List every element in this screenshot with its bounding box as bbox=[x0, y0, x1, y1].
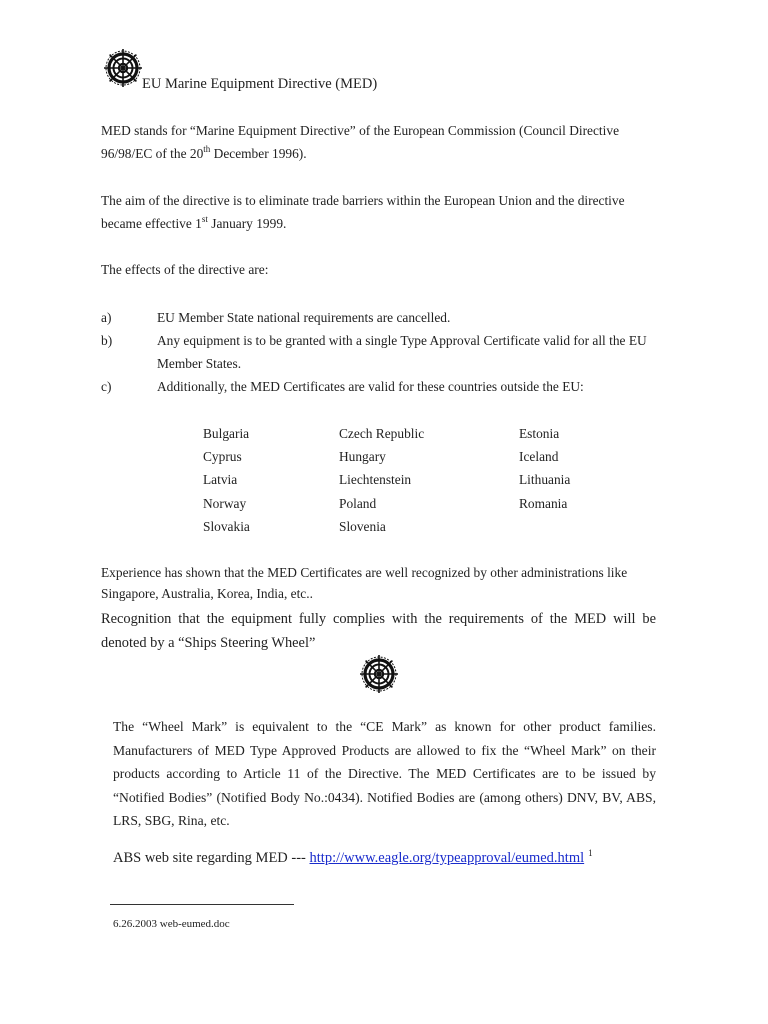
country-cell: Iceland bbox=[519, 449, 559, 465]
country-cell: Romania bbox=[519, 495, 568, 511]
country-cell: Estonia bbox=[519, 426, 560, 441]
paragraph-line bbox=[101, 142, 656, 165]
superscript: st bbox=[201, 214, 208, 224]
country-cell: Norway bbox=[203, 495, 247, 511]
text-run: became effective 1 bbox=[101, 216, 202, 231]
paragraph-line bbox=[101, 212, 656, 235]
country-cell: Poland bbox=[339, 495, 377, 511]
superscript: th bbox=[203, 144, 211, 154]
abs-website-link[interactable]: http://www.eagle.org/typeapproval/eumed.html bbox=[309, 850, 585, 866]
paragraph-med-definition bbox=[101, 119, 656, 165]
paragraph-line: Singapore, Australia, Korea, India, etc.. bbox=[101, 586, 313, 601]
list-item bbox=[101, 375, 656, 398]
abs-website-line bbox=[113, 850, 593, 867]
country-cell: Hungary bbox=[339, 449, 386, 465]
document-title: EU Marine Equipment Directive (MED) bbox=[142, 76, 378, 92]
list-item bbox=[101, 306, 656, 329]
text-run: 96/98/EC of the 20 bbox=[101, 146, 204, 161]
ships-wheel-icon bbox=[359, 654, 399, 694]
list-marker: a) bbox=[101, 310, 112, 325]
paragraph-line: Experience has shown that the MED Certificates are well recognized by other administrations like bbox=[101, 565, 628, 580]
country-cell: Slovenia bbox=[339, 518, 386, 534]
ships-wheel-icon bbox=[103, 48, 143, 88]
country-cell: Latvia bbox=[203, 472, 238, 488]
list-item-text: Any equipment is to be granted with a single Type Approval Certificate valid for all the EU Member States. bbox=[157, 333, 647, 371]
document-footer: 6.26.2003 web-eumed.doc bbox=[113, 918, 230, 930]
footnote-separator bbox=[110, 904, 294, 905]
list-item-text: EU Member State national requirements are cancelled. bbox=[157, 310, 451, 325]
footnote-marker: 1 bbox=[588, 848, 593, 858]
country-cell: Czech Republic bbox=[339, 426, 425, 441]
country-cell: Cyprus bbox=[203, 449, 242, 465]
country-cell: Bulgaria bbox=[203, 426, 250, 441]
paragraph-line: MED stands for “Marine Equipment Directive” of the European Commission (Council Directive bbox=[101, 123, 620, 138]
paragraph-experience bbox=[101, 562, 656, 604]
paragraph-effects-intro: The effects of the directive are: bbox=[101, 262, 269, 277]
list-marker: b) bbox=[101, 333, 113, 348]
country-cell: Slovakia bbox=[203, 518, 250, 534]
paragraph-line: The aim of the directive is to eliminate trade barriers within the European Union and the directive bbox=[101, 193, 625, 208]
paragraph-recognition: Recognition that the equipment fully complies with the requirements of the MED will be denoted by a “Ships Steering Wheel” bbox=[101, 611, 656, 651]
paragraph-wheel-mark: The “Wheel Mark” is equivalent to the “CE Mark” as known for other product families. Manufacturers of MED Type Approved Products are allowed to fix the “Wheel Mark” on their products according to Article 11 of the Directive. The MED Certificates are to be issued by “Notified Bodies” (Notified Body No.:0434). Notified Bodies are (among others) DNV, BV, ABS, LRS, SBG, Rina, etc. bbox=[113, 719, 656, 829]
country-cell: Lithuania bbox=[519, 472, 571, 488]
text-run: January 1999. bbox=[207, 216, 287, 231]
list-marker: c) bbox=[101, 379, 112, 394]
effects-list bbox=[101, 306, 656, 398]
country-cell: Liechtenstein bbox=[339, 472, 412, 488]
list-item bbox=[101, 329, 656, 375]
paragraph-directive-aim bbox=[101, 189, 656, 235]
text-run: December 1996). bbox=[210, 146, 307, 161]
list-item-text: Additionally, the MED Certificates are valid for these countries outside the EU: bbox=[157, 379, 584, 394]
abs-website-label: ABS web site regarding MED --- bbox=[113, 850, 310, 866]
